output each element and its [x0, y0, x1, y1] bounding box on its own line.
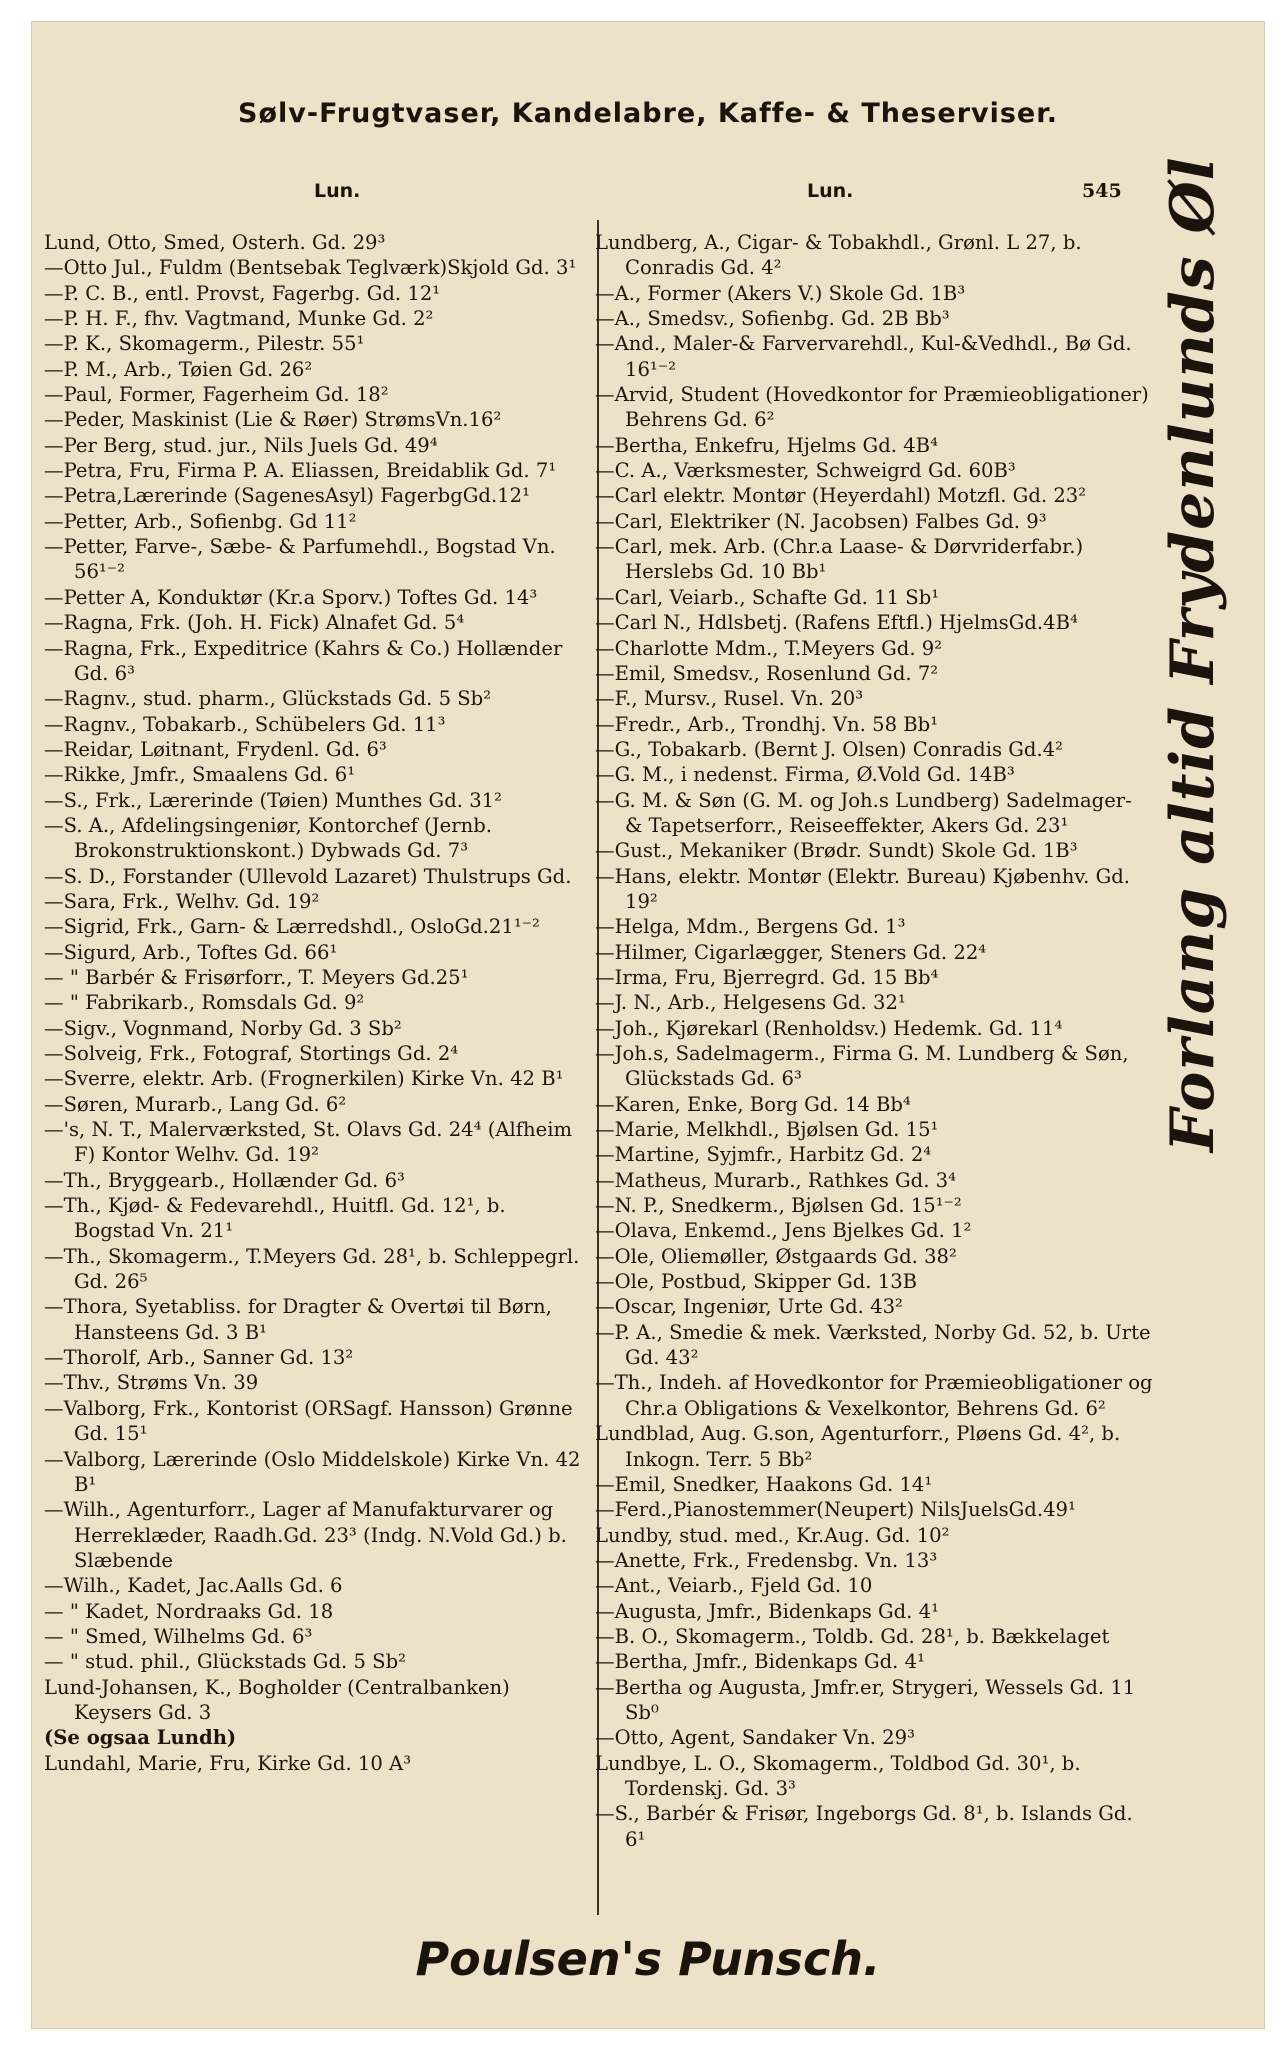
directory-entry: —C. A., Værksmester, Schweigrd Gd. 60B³: [595, 459, 1016, 483]
directory-entry: —Sara, Frk., Welhv. Gd. 19²: [44, 889, 320, 913]
directory-entry: —Carl N., Hdlsbetj. (Rafens Eftfl.) HjelmsGd.4B⁴: [595, 611, 1078, 635]
directory-entry: Lundahl, Marie, Fru, Kirke Gd. 10 A³: [44, 1751, 412, 1775]
directory-entry: —Augusta, Jmfr., Bidenkaps Gd. 4¹: [595, 1599, 939, 1623]
directory-entry: — " Smed, Wilhelms Gd. 6³: [44, 1624, 313, 1648]
directory-entry: —Ant., Veiarb., Fjeld Gd. 10: [595, 1574, 873, 1598]
directory-entry: —Carl, Veiarb., Schafte Gd. 11 Sb¹: [595, 585, 940, 609]
directory-entry: —Marie, Melkhdl., Bjølsen Gd. 15¹: [595, 1118, 939, 1142]
directory-entry: —Sigrid, Frk., Garn- & Lærredshdl., OsloGd.21¹⁻²: [44, 915, 540, 939]
directory-entry: —Hans, elektr. Montør (Elektr. Bureau) Kjøbenhv. Gd. 19²: [595, 864, 1130, 913]
directory-entry: —P. H. F., fhv. Vagtmand, Munke Gd. 2²: [44, 307, 434, 331]
directory-entry: —Ferd.,Pianostemmer(Neupert) NilsJuelsGd.49¹: [595, 1498, 1076, 1522]
directory-entry: —And., Maler-& Farvervarehdl., Kul-&Vedhdl., Bø Gd. 16¹⁻²: [595, 332, 1132, 381]
directory-entry: —Wilh., Kadet, Jac.Aalls Gd. 6: [44, 1574, 343, 1598]
directory-entry: —Ole, Postbud, Skipper Gd. 13B: [595, 1270, 918, 1294]
directory-entry: —Ragna, Frk., Expeditrice (Kahrs & Co.) Hollænder Gd. 6³: [44, 636, 563, 685]
directory-entry: —Carl elektr. Montør (Heyerdahl) Motzfl. Gd. 23²: [595, 484, 1087, 508]
directory-entry: —Th., Indeh. af Hovedkontor for Præmieobligationer og Chr.a Obligations & Vexelkontor, Behrens Gd. 6²: [595, 1371, 1153, 1420]
directory-entry: —J. N., Arb., Helgesens Gd. 32¹: [595, 991, 906, 1015]
directory-entry: Lundblad, Aug. G.son, Agenturforr., Pløens Gd. 4², b. Inkogn. Terr. 5 Bb²: [595, 1422, 1121, 1471]
directory-entry: —P. A., Smedie & mek. Værksted, Norby Gd. 52, b. Urte Gd. 43²: [595, 1320, 1151, 1370]
directory-entry: —Th., Skomagerm., T.Meyers Gd. 28¹, b. Schleppegrl. Gd. 26⁵: [44, 1244, 580, 1294]
directory-entry: —A., Smedsv., Sofienbg. Gd. 2B Bb³: [595, 307, 950, 331]
directory-entry: —A., Former (Akers V.) Skole Gd. 1B³: [595, 281, 966, 305]
directory-entry: —Irma, Fru, Bjerregrd. Gd. 15 Bb⁴: [595, 965, 939, 989]
directory-entry: —Fredr., Arb., Trondhj. Vn. 58 Bb¹: [595, 712, 939, 736]
directory-entry: —Joh., Kjørekarl (Renholdsv.) Hedemk. Gd. 11⁴: [595, 1016, 1063, 1040]
directory-entry: —Wilh., Agenturforr., Lager af Manufakturvarer og Herreklæder, Raadh.Gd. 23³ (Indg. N.Vold Gd.) b. Slæbende: [44, 1498, 567, 1572]
directory-entry: —Valborg, Lærerinde (Oslo Middelskole) Kirke Vn. 42 B¹: [44, 1447, 581, 1496]
directory-entry: —Olava, Enkemd., Jens Bjelkes Gd. 1²: [595, 1219, 972, 1243]
directory-entry: — " Kadet, Nordraaks Gd. 18: [44, 1599, 334, 1623]
directory-entry: — " stud. phil., Glückstads Gd. 5 Sb²: [44, 1650, 406, 1674]
directory-page: [32, 22, 1264, 2028]
directory-entry: —Bertha og Augusta, Jmfr.er, Strygeri, Wessels Gd. 11 Sb⁰: [595, 1675, 1136, 1724]
directory-entry: —Søren, Murarb., Lang Gd. 6²: [44, 1092, 347, 1116]
left-column: [44, 230, 589, 1776]
directory-entry: —Valborg, Frk., Kontorist (ORSagf. Hansson) Grønne Gd. 15¹: [44, 1396, 573, 1446]
directory-entry: —Per Berg, stud. jur., Nils Juels Gd. 49⁴: [44, 433, 438, 457]
directory-entry: —Joh.s, Sadelmagerm., Firma G. M. Lundberg & Søn, Glückstads Gd. 6³: [595, 1042, 1129, 1091]
directory-entry: —Arvid, Student (Hovedkontor for Præmieobligationer) Behrens Gd. 6²: [595, 383, 1149, 432]
directory-entry: —G. M., i nedenst. Firma, Ø.Vold Gd. 14B³: [595, 763, 1015, 787]
directory-entry: —Thv., Strøms Vn. 39: [44, 1371, 259, 1395]
directory-entry: —Sverre, elektr. Arb. (Frognerkilen) Kirke Vn. 42 B¹: [44, 1067, 564, 1091]
directory-entry: —Oscar, Ingeniør, Urte Gd. 43²: [595, 1295, 903, 1319]
directory-entry: —Reidar, Løitnant, Frydenl. Gd. 6³: [44, 737, 387, 761]
top-advert-banner: Sølv-Frugtvaser, Kandelabre, Kaffe- & Theserviser.: [238, 98, 1058, 129]
directory-entry: —G., Tobakarb. (Bernt J. Olsen) Conradis Gd.4²: [595, 737, 1064, 761]
directory-entry: —Peder, Maskinist (Lie & Røer) StrømsVn.16²: [44, 408, 502, 432]
directory-entry: —Petter A, Konduktør (Kr.a Sporv.) Toftes Gd. 14³: [44, 585, 538, 609]
directory-entry: —Solveig, Frk., Fotograf, Stortings Gd. 2⁴: [44, 1042, 459, 1065]
directory-entry: (Se ogsaa Lundh): [44, 1726, 237, 1750]
page-number: 545: [1082, 180, 1122, 202]
footer-advert: Poulsen's Punsch.: [415, 1932, 881, 1986]
directory-entry: —Petter, Farve-, Sæbe- & Parfumehdl., Bogstad Vn. 56¹⁻²: [44, 535, 556, 584]
directory-entry: —Sigurd, Arb., Toftes Gd. 66¹: [44, 940, 338, 964]
directory-entry: —F., Mursv., Rusel. Vn. 20³: [595, 687, 864, 711]
directory-entry: —Helga, Mdm., Bergens Gd. 1³: [595, 915, 906, 939]
directory-entry: —Th., Kjød- & Fedevarehdl., Huitfl. Gd. 12¹, b. Bogstad Vn. 21¹: [44, 1194, 506, 1243]
directory-entry: —S. D., Forstander (Ullevold Lazaret) Thulstrups Gd.: [44, 864, 572, 888]
directory-entry: —P. C. B., entl. Provst, Fagerbg. Gd. 12¹: [44, 281, 441, 305]
right-column: [595, 230, 1155, 1852]
directory-entry: Lundberg, A., Cigar- & Tobakhdl., Grønl. L 27, b. Conradis Gd. 4²: [595, 231, 1082, 280]
directory-entry: —S. A., Afdelingsingeniør, Kontorchef (Jernb. Brokonstruktionskont.) Dybwads Gd. 7³: [44, 813, 493, 863]
directory-entry: Lundby, stud. med., Kr.Aug. Gd. 10²: [595, 1523, 950, 1547]
directory-entry: —Sigv., Vognmand, Norby Gd. 3 Sb²: [44, 1016, 402, 1040]
directory-entry: —Matheus, Murarb., Rathkes Gd. 3⁴: [595, 1168, 956, 1192]
directory-entry: —Petra,Lærerinde (SagenesAsyl) FagerbgGd.12¹: [44, 484, 530, 508]
directory-entry: —Karen, Enke, Borg Gd. 14 Bb⁴: [595, 1092, 911, 1116]
directory-entry: —Charlotte Mdm., T.Meyers Gd. 9²: [595, 636, 943, 660]
directory-entry: —Petra, Fru, Firma P. A. Eliassen, Breidablik Gd. 7¹: [44, 459, 557, 483]
directory-entry: —Paul, Former, Fagerheim Gd. 18²: [44, 383, 389, 407]
side-advert: Forlang altid Frydenlunds Øl: [1158, 156, 1228, 1152]
right-column-header: Lun.: [807, 180, 854, 202]
directory-entry: —G. M. & Søn (G. M. og Joh.s Lundberg) Sadelmager- & Tapetserforr., Reiseeffekter, Akers Gd. 23¹: [595, 788, 1132, 837]
directory-entry: —N. P., Snedkerm., Bjølsen Gd. 15¹⁻²: [595, 1194, 962, 1218]
directory-entry: —Carl, Elektriker (N. Jacobsen) Falbes Gd. 9³: [595, 509, 1047, 533]
directory-entry: —Rikke, Jmfr., Smaalens Gd. 6¹: [44, 763, 356, 787]
directory-entry: —Otto, Agent, Sandaker Vn. 29³: [595, 1726, 915, 1750]
directory-entry: Lundbye, L. O., Skomagerm., Toldbod Gd. 30¹, b. Tordenskj. Gd. 3³: [595, 1751, 1081, 1800]
directory-entry: —Otto Jul., Fuldm (Bentsebak Teglværk)Skjold Gd. 3¹: [44, 256, 577, 280]
directory-entry: —Emil, Snedker, Haakons Gd. 14¹: [595, 1472, 933, 1496]
directory-entry: —Martine, Syjmfr., Harbitz Gd. 2⁴: [595, 1143, 932, 1167]
directory-entry: —S., Frk., Lærerinde (Tøien) Munthes Gd. 31²: [44, 788, 502, 812]
directory-entry: —Petter, Arb., Sofienbg. Gd 11²: [44, 509, 357, 533]
directory-entry: —Emil, Smedsv., Rosenlund Gd. 7²: [595, 661, 939, 685]
directory-entry: —Ragna, Frk. (Joh. H. Fick) Alnafet Gd. 5⁴: [44, 611, 465, 635]
directory-entry: —Bertha, Jmfr., Bidenkaps Gd. 4¹: [595, 1650, 925, 1674]
directory-entry: — " Fabrikarb., Romsdals Gd. 9²: [44, 991, 365, 1015]
directory-entry: —P. M., Arb., Tøien Gd. 26²: [44, 357, 313, 381]
left-column-header: Lun.: [314, 180, 361, 202]
directory-entry: Lund, Otto, Smed, Osterh. Gd. 29³: [44, 231, 386, 254]
directory-entry: —Gust., Mekaniker (Brødr. Sundt) Skole Gd. 1B³: [595, 839, 1078, 863]
directory-entry: —Hilmer, Cigarlægger, Steners Gd. 22⁴: [595, 940, 987, 964]
directory-entry: —P. K., Skomagerm., Pilestr. 55¹: [44, 332, 365, 356]
directory-entry: —Thora, Syetabliss. for Dragter & Overtøi til Børn, Hansteens Gd. 3 B¹: [44, 1295, 552, 1344]
directory-entry: —Thorolf, Arb., Sanner Gd. 13²: [44, 1346, 354, 1370]
directory-entry: —Ole, Oliemøller, Østgaards Gd. 38²: [595, 1244, 957, 1268]
directory-entry: —Ragnv., Tobakarb., Schübelers Gd. 11³: [44, 712, 446, 736]
directory-entry: —Th., Bryggearb., Hollænder Gd. 6³: [44, 1168, 405, 1192]
directory-entry: —Ragnv., stud. pharm., Glückstads Gd. 5 Sb²: [44, 687, 492, 711]
directory-entry: —Anette, Frk., Fredensbg. Vn. 13³: [595, 1548, 938, 1572]
directory-entry: —'s, N. T., Malerværksted, St. Olavs Gd. 24⁴ (Alfheim F) Kontor Welhv. Gd. 19²: [44, 1118, 573, 1167]
directory-entry: —Carl, mek. Arb. (Chr.a Laase- & Dørvriderfabr.) Herslebs Gd. 10 Bb¹: [595, 535, 1084, 584]
directory-entry: —B. O., Skomagerm., Toldb. Gd. 28¹, b. Bækkelaget: [595, 1624, 1110, 1648]
directory-entry: Lund-Johansen, K., Bogholder (Centralbanken) Keysers Gd. 3: [44, 1675, 510, 1724]
directory-entry: —Bertha, Enkefru, Hjelms Gd. 4B⁴: [595, 433, 938, 457]
directory-entry: — " Barbér & Frisørforr., T. Meyers Gd.25¹: [44, 965, 469, 989]
directory-entry: —S., Barbér & Frisør, Ingeborgs Gd. 8¹, b. Islands Gd. 6¹: [595, 1802, 1133, 1851]
